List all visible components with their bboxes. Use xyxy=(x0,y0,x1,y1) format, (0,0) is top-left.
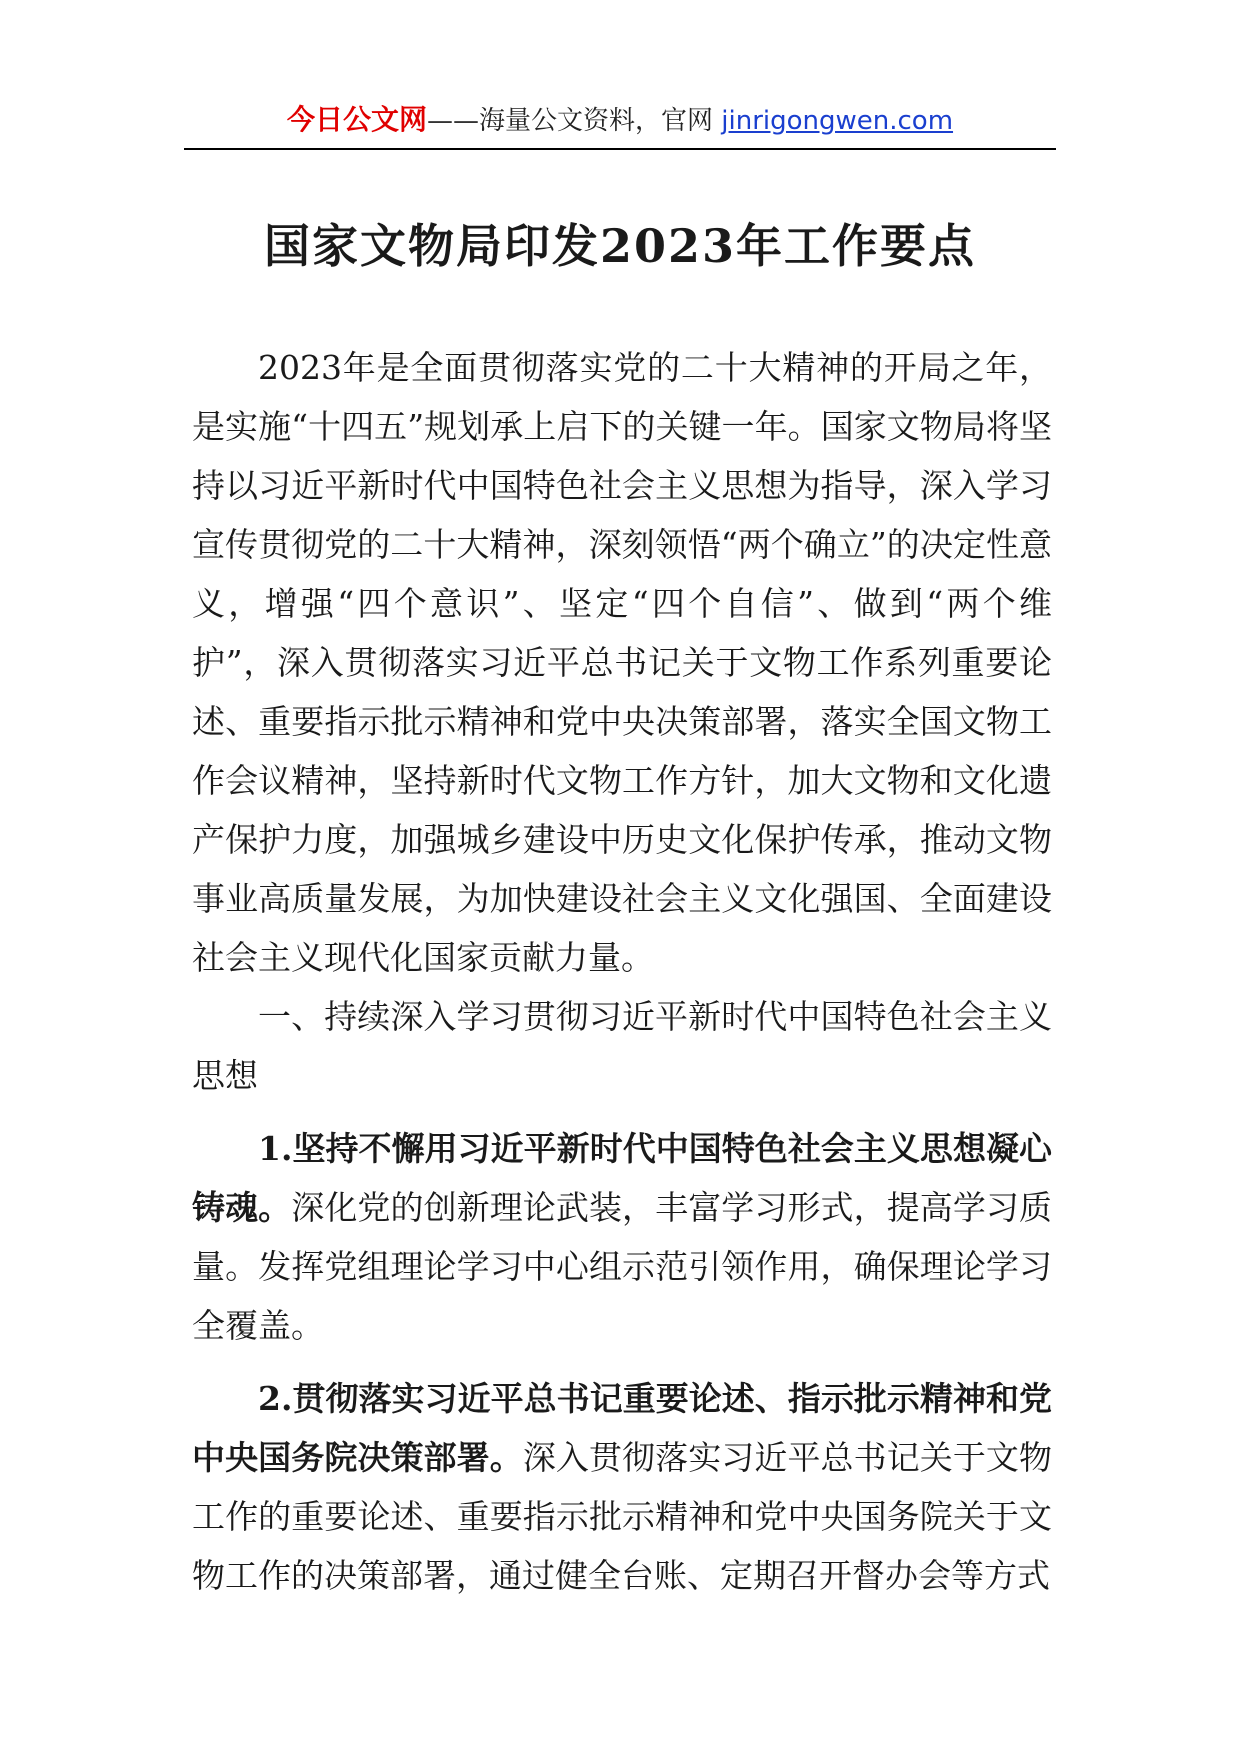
header-slogan: 海量公文资料，官网 xyxy=(478,106,713,136)
intro-paragraph: 2023年是全面贯彻落实党的二十大精神的开局之年，是实施“十四五”规划承上启下的关键一年。国家文物局将坚持以习近平新时代中国特色社会主义思想为指导，深入学习宣传贯彻党的二十大精神，深刻领悟“两个确立”的决定性意义，增强“四个意识”、坚定“四个自信”、做到“两个维护”，深入贯彻落实习近平总书记关于文物工作系列重要论述、重要指示批示精神和党中央决策部署，落实全国文物工作会议精神，坚持新时代文物工作方针，加大文物和文化遗产保护力度，加强城乡建设中历史文化保护传承，推动文物事业高质量发展，为加快建设社会主义文化强国、全面建设社会主义现代化国家贡献力量。 xyxy=(192,348,1052,977)
header-divider xyxy=(184,148,1056,150)
header-dash: —— xyxy=(426,106,479,136)
site-header xyxy=(0,100,1240,141)
list-item xyxy=(192,1119,1052,1355)
site-link[interactable]: jinrigongwen.com xyxy=(721,106,954,136)
list-item xyxy=(192,1369,1052,1605)
document-body xyxy=(192,338,1052,1605)
section-heading: 一、持续深入学习贯彻习近平新时代中国特色社会主义思想 xyxy=(192,997,1052,1095)
item-text: 深化党的创新理论武装，丰富学习形式，提高学习质量。发挥党组理论学习中心组示范引领作用，确保理论学习全覆盖。 xyxy=(192,1188,1053,1345)
item-lead: 1.坚持不懈用习近平新时代中国特色社会主义思想凝心铸魂。 xyxy=(192,1129,1052,1227)
item-text: 深入贯彻落实习近平总书记关于文物工作的重要论述、重要指示批示精神和党中央国务院关于文物工作的决策部署，通过健全台账、定期召开督办会等方式 xyxy=(192,1438,1053,1595)
item-lead: 2.贯彻落实习近平总书记重要论述、指示批示精神和党中央国务院决策部署。 xyxy=(192,1379,1052,1477)
brand-name: 今日公文网 xyxy=(286,103,427,136)
document-title: 国家文物局印发2023年工作要点 xyxy=(263,219,977,273)
